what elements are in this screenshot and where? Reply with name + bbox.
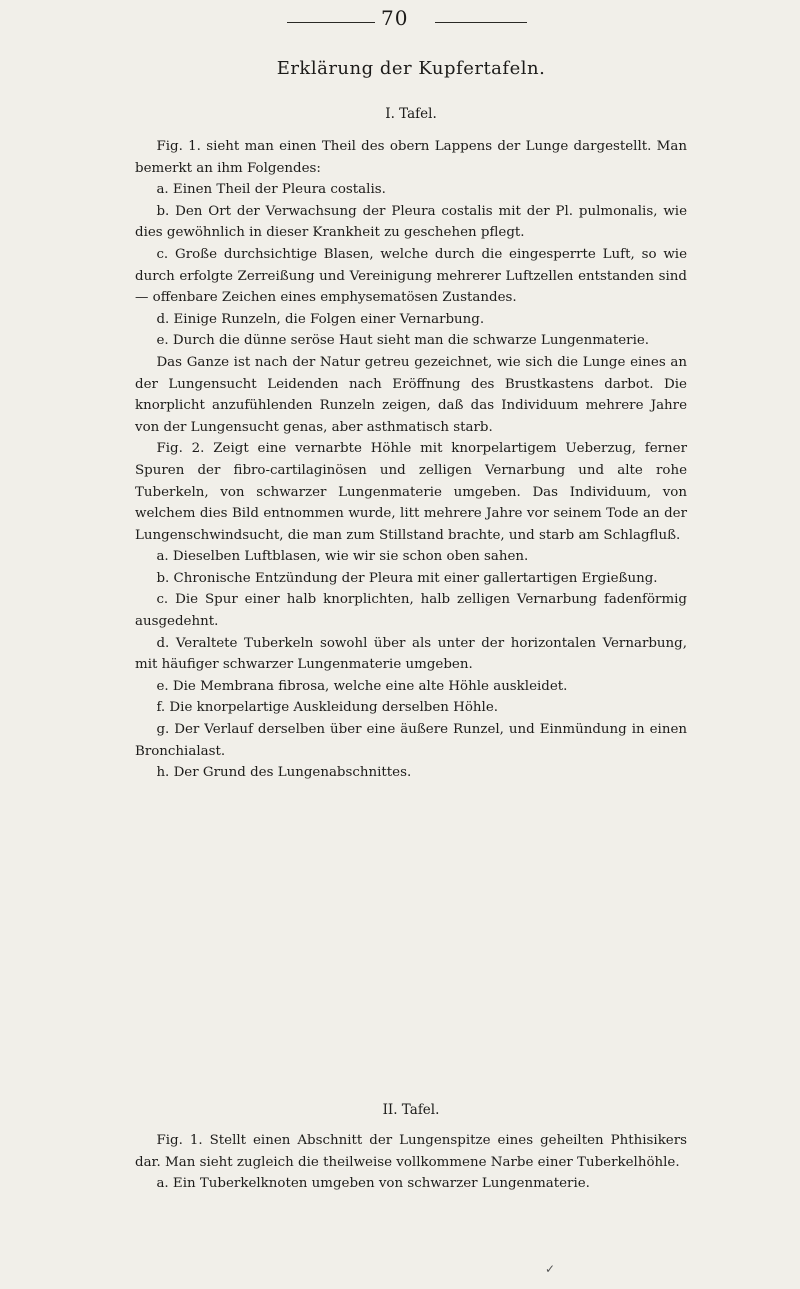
paragraph: h. Der Grund des Lungenabschnittes. — [156, 765, 412, 781]
paragraph: a. Ein Tuberkelknoten umgeben von schwarzer Lungenmaterie. — [156, 1176, 590, 1192]
header-rule-right — [435, 22, 527, 23]
paragraph: Das Ganze ist nach der Natur getreu gezeichnet, wie sich die Lunge eines an der Lungensucht Leidenden nach Eröffnung des Brustkastens darbot. Die knorplicht anzufühlenden Runzeln zeigen, daß das Individuum mehrere Jahre von der Lungensucht genas, aber asthmatisch starb. — [135, 354, 687, 435]
page-title: Erklärung der Kupfertafeln. — [276, 58, 546, 79]
paragraph: f. Die knorpelartige Auskleidung derselben Höhle. — [156, 700, 499, 716]
paragraph: Fig. 1. sieht man einen Theil des obern Lappens der Lunge dargestellt. Man bemerkt an ihm Folgendes: — [135, 139, 687, 176]
paragraph: c. Große durchsichtige Blasen, welche durch die eingesperrte Luft, so wie durch erfolgte Zerreißung und Vereinigung mehrerer Luftzellen entstanden sind — offenbare Zeichen eines emphysematösen Zustandes. — [135, 246, 687, 306]
paragraph: a. Einen Theil der Pleura costalis. — [156, 182, 386, 198]
paragraph: b. Den Ort der Verwachsung der Pleura costalis mit der Pl. pulmonalis, wie dies gewöhnlich in dieser Krankheit zu geschehen pflegt. — [135, 203, 687, 241]
paragraph: b. Chronische Entzündung der Pleura mit einer gallertartigen Ergießung. — [156, 570, 658, 586]
paragraph: Fig. 1. Stellt einen Abschnitt der Lungenspitze eines geheilten Phthisikers dar. Man sieht zugleich die theilweise vollkommene Narbe einer Tuberkelhöhle. — [135, 1133, 687, 1170]
section-1-body — [135, 136, 687, 784]
section-heading-1: I. Tafel. — [385, 106, 437, 122]
paragraph: c. Die Spur einer halb knorplichten, halb zelligen Vernarbung fadenförmig ausgedehnt. — [135, 592, 687, 630]
paragraph: e. Die Membrana fibrosa, welche eine alte Höhle auskleidet. — [156, 678, 568, 694]
page-number: 70 — [381, 6, 409, 30]
paragraph: d. Einige Runzeln, die Folgen einer Vernarbung. — [156, 311, 485, 327]
footer-mark: ✓ — [545, 1262, 556, 1276]
paragraph: d. Veraltete Tuberkeln sowohl über als unter der horizontalen Vernarbung, mit häufiger schwarzer Lungenmaterie umgeben. — [135, 635, 687, 673]
paragraph: e. Durch die dünne seröse Haut sieht man die schwarze Lungenmaterie. — [156, 333, 650, 349]
section-2-body — [135, 1130, 687, 1195]
page-header — [135, 4, 687, 34]
paragraph: g. Der Verlauf derselben über eine äußere Runzel, und Einmündung in einen Bronchialast. — [135, 722, 687, 759]
header-rule-left — [287, 22, 375, 23]
paragraph: Fig. 2. Zeigt eine vernarbte Höhle mit knorpelartigem Ueberzug, ferner Spuren der fibro-cartilaginösen und zelligen Vernarbung und alte rohe Tuberkeln, von schwarzer Lungenmaterie umgeben. Das Individuum, von welchem dies Bild entnommen wurde, litt mehrere Jahre vor seinem Tode an der Lungenschwindsucht, die man zum Stillstand brachte, und starb am Schlagfluß. — [135, 441, 687, 543]
paragraph: a. Dieselben Luftblasen, wie wir sie schon oben sahen. — [156, 549, 529, 565]
section-heading-2: II. Tafel. — [382, 1102, 440, 1118]
